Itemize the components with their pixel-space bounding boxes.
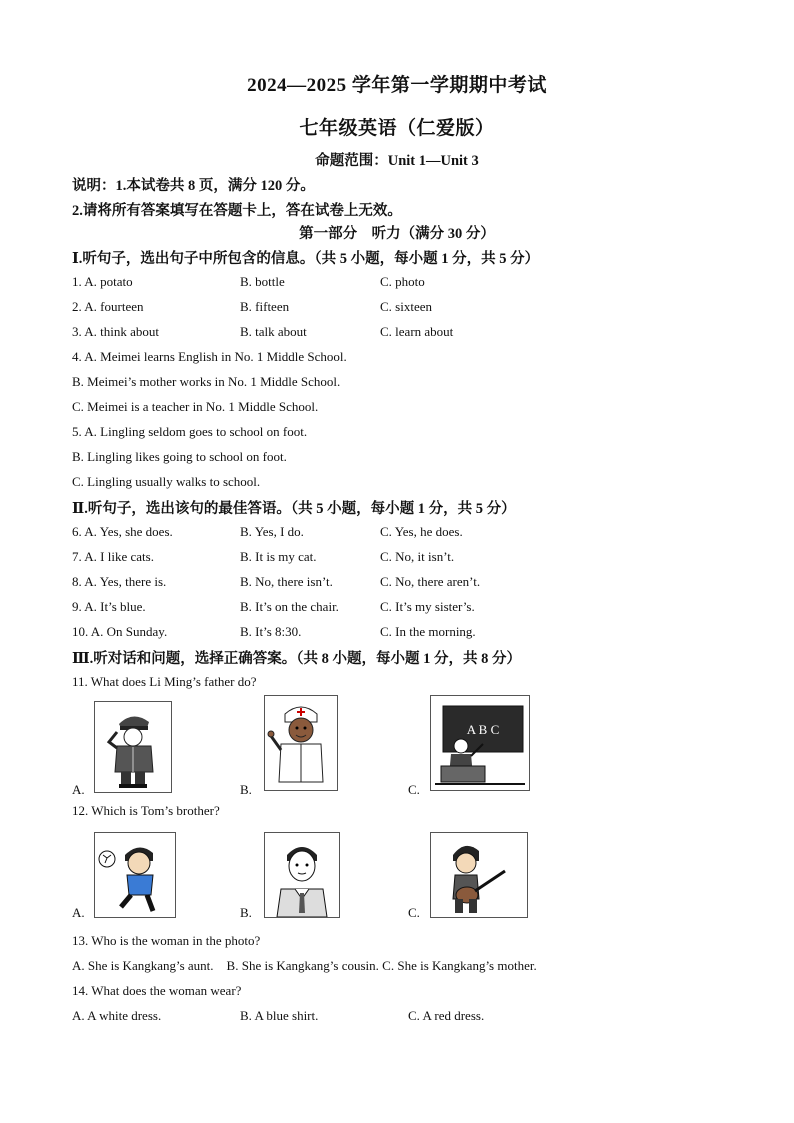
q1-option-b: B. bottle (240, 274, 285, 289)
exam-subtitle: 七年级英语（仁爱版） (299, 118, 495, 139)
q11-picture-c-teacher (430, 695, 530, 791)
part1-title: 第一部分 听力（满分 30 分） (299, 226, 495, 242)
blackboard-text: A B C (466, 722, 500, 737)
q8-option-c: C. No, there aren’t. (380, 574, 481, 589)
section3-heading: Ⅲ.听对话和问题，选择正确答案。（共 8 小题，每小题 1 分，共 8 分） (72, 651, 522, 667)
q12-question: 12. Which is Tom’s brother? (72, 803, 220, 818)
q10-option-b: B. It’s 8:30. (240, 624, 302, 639)
q11-picture-a-police-officer (94, 701, 172, 793)
exam-title: 2024—2025 学年第一学期期中考试 (247, 75, 547, 96)
q2-option-b: B. fifteen (240, 299, 290, 314)
q9-option-a: 9. A. It’s blue. (72, 599, 146, 614)
q6-option-a: 6. A. Yes, she does. (72, 524, 173, 539)
q1-option-c: C. photo (380, 274, 425, 289)
section2-heading: Ⅱ.听句子，选出该句的最佳答语。（共 5 小题，每小题 1 分，共 5 分） (72, 501, 516, 517)
q3-option-a: 3. A. think about (72, 324, 160, 339)
exam-scope: 命题范围：Unit 1—Unit 3 (315, 153, 479, 169)
q4-option-c: C. Meimei is a teacher in No. 1 Middle School. (72, 399, 319, 414)
q10-option-c: C. In the morning. (380, 624, 476, 639)
q7-option-b: B. It is my cat. (240, 549, 317, 564)
q5-option-b: B. Lingling likes going to school on foot. (72, 449, 287, 464)
q9-option-b: B. It’s on the chair. (240, 599, 339, 614)
q12-label-a: A. (72, 905, 85, 920)
q11-label-c: C. (408, 782, 420, 797)
q10-option-a: 10. A. On Sunday. (72, 624, 168, 639)
q11-question: 11. What does Li Ming’s father do? (72, 674, 257, 689)
q7-option-c: C. No, it isn’t. (380, 549, 455, 564)
q1-option-a: 1. A. potato (72, 274, 133, 289)
q4-option-a: 4. A. Meimei learns English in No. 1 Middle School. (72, 349, 347, 364)
q12-label-c: C. (408, 905, 420, 920)
q9-option-c: C. It’s my sister’s. (380, 599, 475, 614)
q14-option-a: A. A white dress. (72, 1008, 162, 1023)
q12-picture-b-man-in-suit (264, 832, 340, 918)
note-2: 2.请将所有答案填写在答题卡上，答在试卷上无效。 (72, 203, 402, 219)
q3-option-b: B. talk about (240, 324, 307, 339)
q14-question: 14. What does the woman wear? (72, 983, 242, 998)
q5-option-a: 5. A. Lingling seldom goes to school on foot. (72, 424, 308, 439)
q2-option-c: C. sixteen (380, 299, 432, 314)
q12-label-b: B. (240, 905, 252, 920)
q8-option-b: B. No, there isn’t. (240, 574, 333, 589)
q6-option-b: B. Yes, I do. (240, 524, 304, 539)
q5-option-c: C. Lingling usually walks to school. (72, 474, 261, 489)
q11-label-b: B. (240, 782, 252, 797)
q3-option-c: C. learn about (380, 324, 454, 339)
q2-option-a: 2. A. fourteen (72, 299, 144, 314)
q12-picture-c-boy-with-guitar (430, 832, 528, 918)
q14-option-b: B. A blue shirt. (240, 1008, 319, 1023)
q11-picture-b-doctor (264, 695, 338, 791)
q13-question: 13. Who is the woman in the photo? (72, 933, 261, 948)
q14-option-c: C. A red dress. (408, 1008, 485, 1023)
q7-option-a: 7. A. I like cats. (72, 549, 154, 564)
q4-option-b: B. Meimei’s mother works in No. 1 Middle School. (72, 374, 341, 389)
q8-option-a: 8. A. Yes, there is. (72, 574, 167, 589)
q6-option-c: C. Yes, he does. (380, 524, 463, 539)
section1-heading: Ⅰ.听句子，选出句子中所包含的信息。（共 5 小题，每小题 1 分，共 5 分） (72, 251, 540, 267)
q13-options: A. She is Kangkang’s aunt. B. She is Kangkang’s cousin. C. She is Kangkang’s mother. (72, 958, 537, 973)
note-1: 说明：1.本试卷共 8 页，满分 120 分。 (72, 178, 315, 194)
q12-picture-a-boy-with-football (94, 832, 176, 918)
q11-label-a: A. (72, 782, 85, 797)
